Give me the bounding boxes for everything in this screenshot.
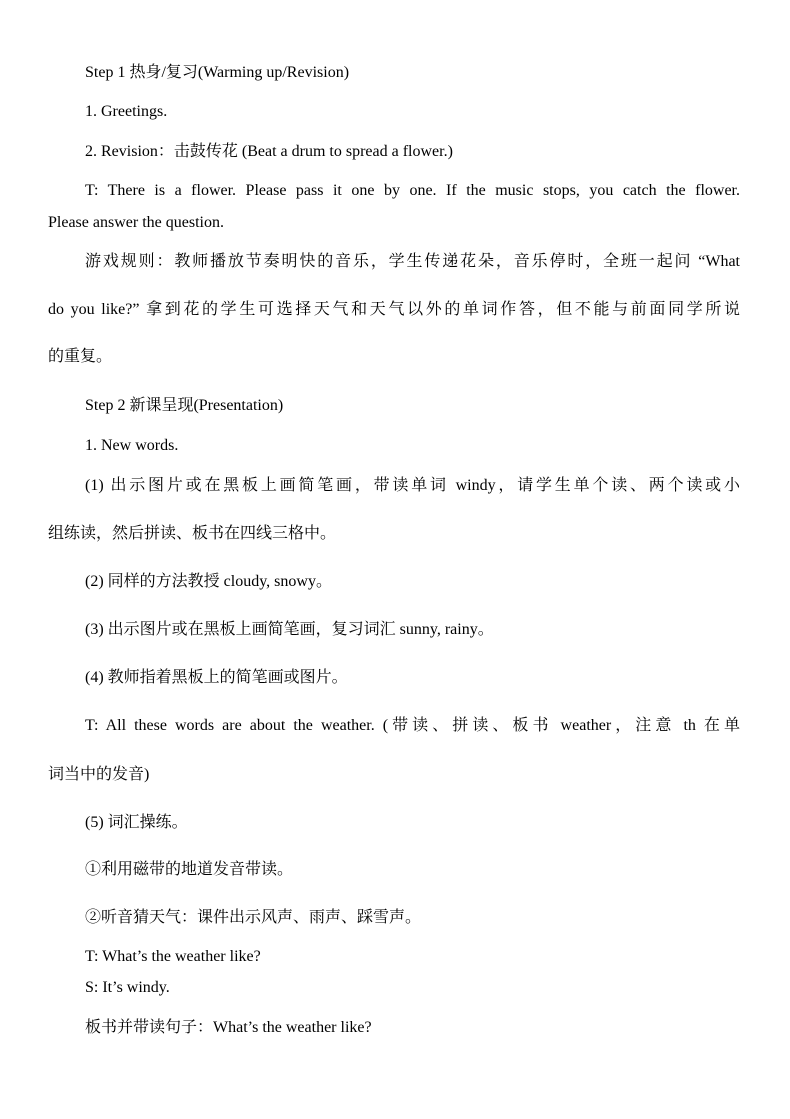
- game-rules-line-1: 游戏规则：教师播放节奏明快的音乐，学生传递花朵，音乐停时，全班一起问 “What: [85, 253, 740, 270]
- new-words-item: 1. New words.: [85, 437, 179, 454]
- step2-item-4: (4) 教师指着黑板上的简笔画或图片。: [85, 669, 348, 686]
- game-rules-line-2: do you like?” 拿到花的学生可选择天气和天气以外的单词作答，但不能与前面同学所说: [48, 301, 740, 318]
- step2-heading: Step 2 新课呈现(Presentation): [85, 397, 284, 414]
- step1-heading: Step 1 热身/复习(Warming up/Revision): [85, 64, 350, 81]
- step2-item-5: (5) 词汇操练。: [85, 814, 188, 831]
- teacher-weather-line-1: T: All these words are about the weather. (带读、拼读、板书 weather，注意 th 在单: [85, 717, 740, 734]
- greetings-item: 1. Greetings.: [85, 103, 168, 120]
- practice-item-2: ②听音猜天气：课件出示风声、雨声、踩雪声。: [85, 909, 422, 926]
- step2-item-3: (3) 出示图片或在黑板上画简笔画，复习词汇 sunny, rainy。: [85, 621, 494, 638]
- step2-item-2: (2) 同样的方法教授 cloudy, snowy。: [85, 573, 332, 590]
- dialogue-student: S: It’s windy.: [85, 979, 170, 996]
- teacher-line-2: Please answer the question.: [48, 214, 224, 231]
- practice-item-1: ①利用磁带的地道发音带读。: [85, 861, 294, 878]
- teacher-weather-line-2: 词当中的发音): [48, 766, 150, 783]
- board-sentence: 板书并带读句子：What’s the weather like?: [85, 1019, 372, 1036]
- game-rules-line-3: 的重复。: [48, 348, 113, 365]
- step2-item-1-line-2: 组练读，然后拼读、板书在四线三格中。: [48, 525, 337, 542]
- step2-item-1-line-1: (1) 出示图片或在黑板上画简笔画，带读单词 windy，请学生单个读、两个读或小: [85, 477, 740, 494]
- revision-item: 2. Revision：击鼓传花 (Beat a drum to spread a flower.): [85, 143, 453, 160]
- teacher-line-1: T: There is a flower. Please pass it one by one. If the music stops, you catch the flower.: [85, 182, 740, 199]
- dialogue-teacher: T: What’s the weather like?: [85, 948, 261, 965]
